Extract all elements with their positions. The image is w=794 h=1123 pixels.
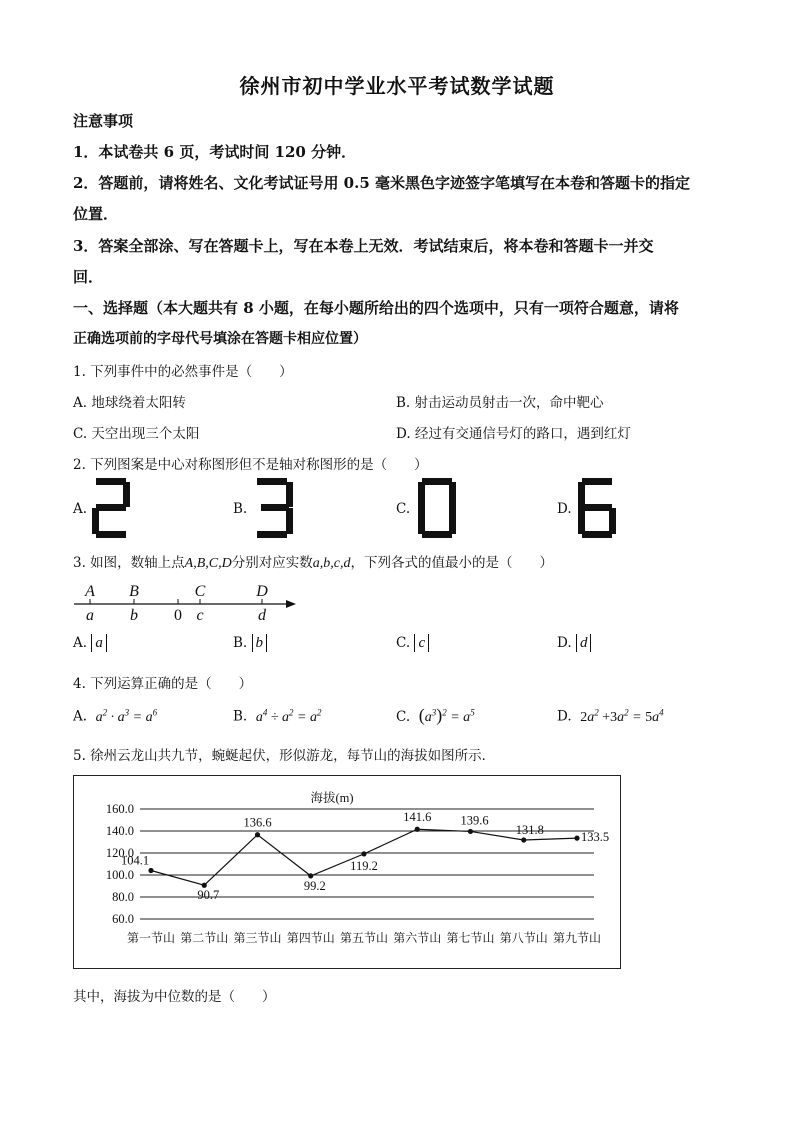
y-tick-label: 160.0 [105,802,134,816]
data-label: 119.2 [350,858,378,873]
q3-option-c-label: C. [396,635,411,651]
q3-option-b[interactable] [233,634,267,652]
q3-option-d-label: D. [557,635,572,651]
q3-option-d-abs: d [576,634,592,652]
q3-stem-points: A,B,C,D [184,556,232,571]
data-label: 90.7 [197,888,220,903]
notice-item-3a: 3．答案全部涂、写在答题卡上，写在本卷上无效．考试结束后，将本卷和答题卡一并交 [73,237,654,255]
x-tick-label: 第五节山 [339,931,389,945]
q4-option-a[interactable] [73,707,157,726]
section-1-heading: 一、选择题（本大题共有 8 小题，在每小题所给出的四个选项中，只有一项符合题意，请将 [73,299,679,317]
q3-option-b-label: B. [233,635,248,651]
q3-option-a-abs: a [91,634,107,652]
data-point [148,868,153,873]
q2-stem: 2. 下列图案是中心对称图形但不是轴对称图形的是（ ） [73,457,428,473]
value-label-zero: 0 [174,607,182,624]
digit-6-figure[interactable] [578,478,616,538]
y-tick-label: 60.0 [112,912,134,926]
data-label: 133.5 [580,830,610,845]
series-line [151,829,577,885]
q4-option-d-expr: $2a^2 +3a^2 = 5a^4$ [580,707,664,725]
point-label-b: B [129,583,139,600]
q2-option-b-label[interactable]: B. [233,501,248,517]
x-tick-label: 第四节山 [286,931,335,945]
q2-option-a-label[interactable]: A. [73,501,88,517]
value-label-a: a [86,607,94,624]
notice-item-2a: 2．答题前，请将姓名、文化考试证号用 0.5 毫米黑色字迹签字笔填写在本卷和答题卡的指定 [73,174,690,192]
x-tick-label: 第七节山 [446,931,495,945]
x-tick-label: 第三节山 [233,931,282,945]
notice-item-2b: 位置． [73,205,119,223]
notice-heading: 注意事项 [73,112,134,130]
y-tick-label: 80.0 [112,890,134,904]
y-tick-label: 120.0 [105,846,134,860]
data-point [574,836,579,841]
q2-option-c-label[interactable]: C. [396,501,411,517]
data-point [521,837,526,842]
q2-option-d-label[interactable]: D. [557,501,572,517]
data-label: 99.2 [303,878,326,893]
q4-option-b-label: B. [233,708,248,725]
q3-stem-post: ，下列各式的值最小的是（ ） [350,555,553,571]
q4-option-b-expr: $a^4 \div a^2 = a^2$ [255,707,322,725]
y-tick-label: 140.0 [105,824,134,838]
q4-option-d-label: D. [557,708,572,725]
data-label: 141.6 [403,810,432,825]
value-label-b: b [130,607,138,624]
q3-option-a-label: A. [73,635,88,651]
data-label: 139.6 [460,813,489,828]
q4-stem: 4. 下列运算正确的是（ ） [73,676,253,692]
data-point [468,829,473,834]
q1-stem: 1. 下列事件中的必然事件是（ ） [73,364,293,380]
q1-option-d[interactable]: D. 经过有交通信号灯的路口，遇到红灯 [396,426,631,442]
q1-option-a[interactable]: A. 地球绕着太阳转 [73,395,186,411]
q4-option-d[interactable] [557,707,664,726]
number-line-arrow [286,600,296,608]
q3-option-d[interactable] [557,634,591,652]
number-line-figure [70,578,310,632]
q4-option-c-expr: $(a^3)^2 = a^5$ [418,705,475,725]
q3-option-c-abs: c [414,634,429,652]
q5-question: 其中，海拔为中位数的是（ ） [73,989,276,1005]
value-label-c: c [196,607,204,624]
data-point [361,851,366,856]
q3-stem-mid: 分别对应实数 [231,555,313,571]
q3-stem-vars: a,b,c,d [312,556,351,571]
notice-item-1: 1．本试卷共 6 页，考试时间 120 分钟． [73,143,357,161]
x-tick-label: 第六节山 [393,931,442,945]
q5-stem: 5. 徐州云龙山共九节，蜿蜒起伏，形似游龙，每节山的海拔如图所示． [73,748,496,764]
q3-option-a[interactable] [73,634,107,652]
q1-option-b[interactable]: B. 射击运动员射击一次，命中靶心 [396,395,604,411]
x-tick-label: 第一节山 [126,931,176,945]
y-tick-label: 100.0 [105,868,134,882]
q3-option-b-abs: b [252,634,268,652]
q3-option-c[interactable] [396,634,429,652]
point-label-d: D [256,583,268,600]
digit-2-figure[interactable] [92,478,130,538]
data-point [415,827,420,832]
digit-3-figure[interactable] [255,478,293,538]
data-label: 136.6 [243,815,272,830]
data-label: 131.8 [515,823,544,838]
q4-option-a-expr: $a^2 \cdot a^3 = a^6$ [95,707,158,725]
point-label-c: C [194,583,206,600]
q4-option-c[interactable] [396,705,475,726]
data-point [255,832,260,837]
altitude-chart-frame [73,775,621,969]
data-label: 104.1 [120,853,150,868]
x-tick-label: 第八节山 [499,931,548,945]
notice-item-3b: 回． [73,268,104,286]
altitude-line-chart [74,776,620,968]
point-label-a: A [85,583,95,600]
value-label-d: d [258,607,266,624]
q4-option-a-label: A. [73,708,88,725]
q1-option-c[interactable]: C. 天空出现三个太阳 [73,426,200,442]
q3-stem [73,551,553,572]
x-tick-label: 第二节山 [180,931,229,945]
x-tick-label: 第九节山 [552,931,602,945]
page-title: 徐州市初中学业水平考试数学试题 [239,74,555,98]
q4-option-b[interactable] [233,707,321,726]
q4-option-c-label: C. [396,709,411,725]
section-1-instructions: 正确选项前的字母代号填涂在答题卡相应位置） [73,331,367,347]
data-point [202,883,207,888]
digit-0-figure[interactable] [418,478,456,538]
q3-stem-pre: 3. 如图，数轴上点 [73,555,185,571]
data-point [308,873,313,878]
chart-title: 海拔(m) [310,791,354,805]
